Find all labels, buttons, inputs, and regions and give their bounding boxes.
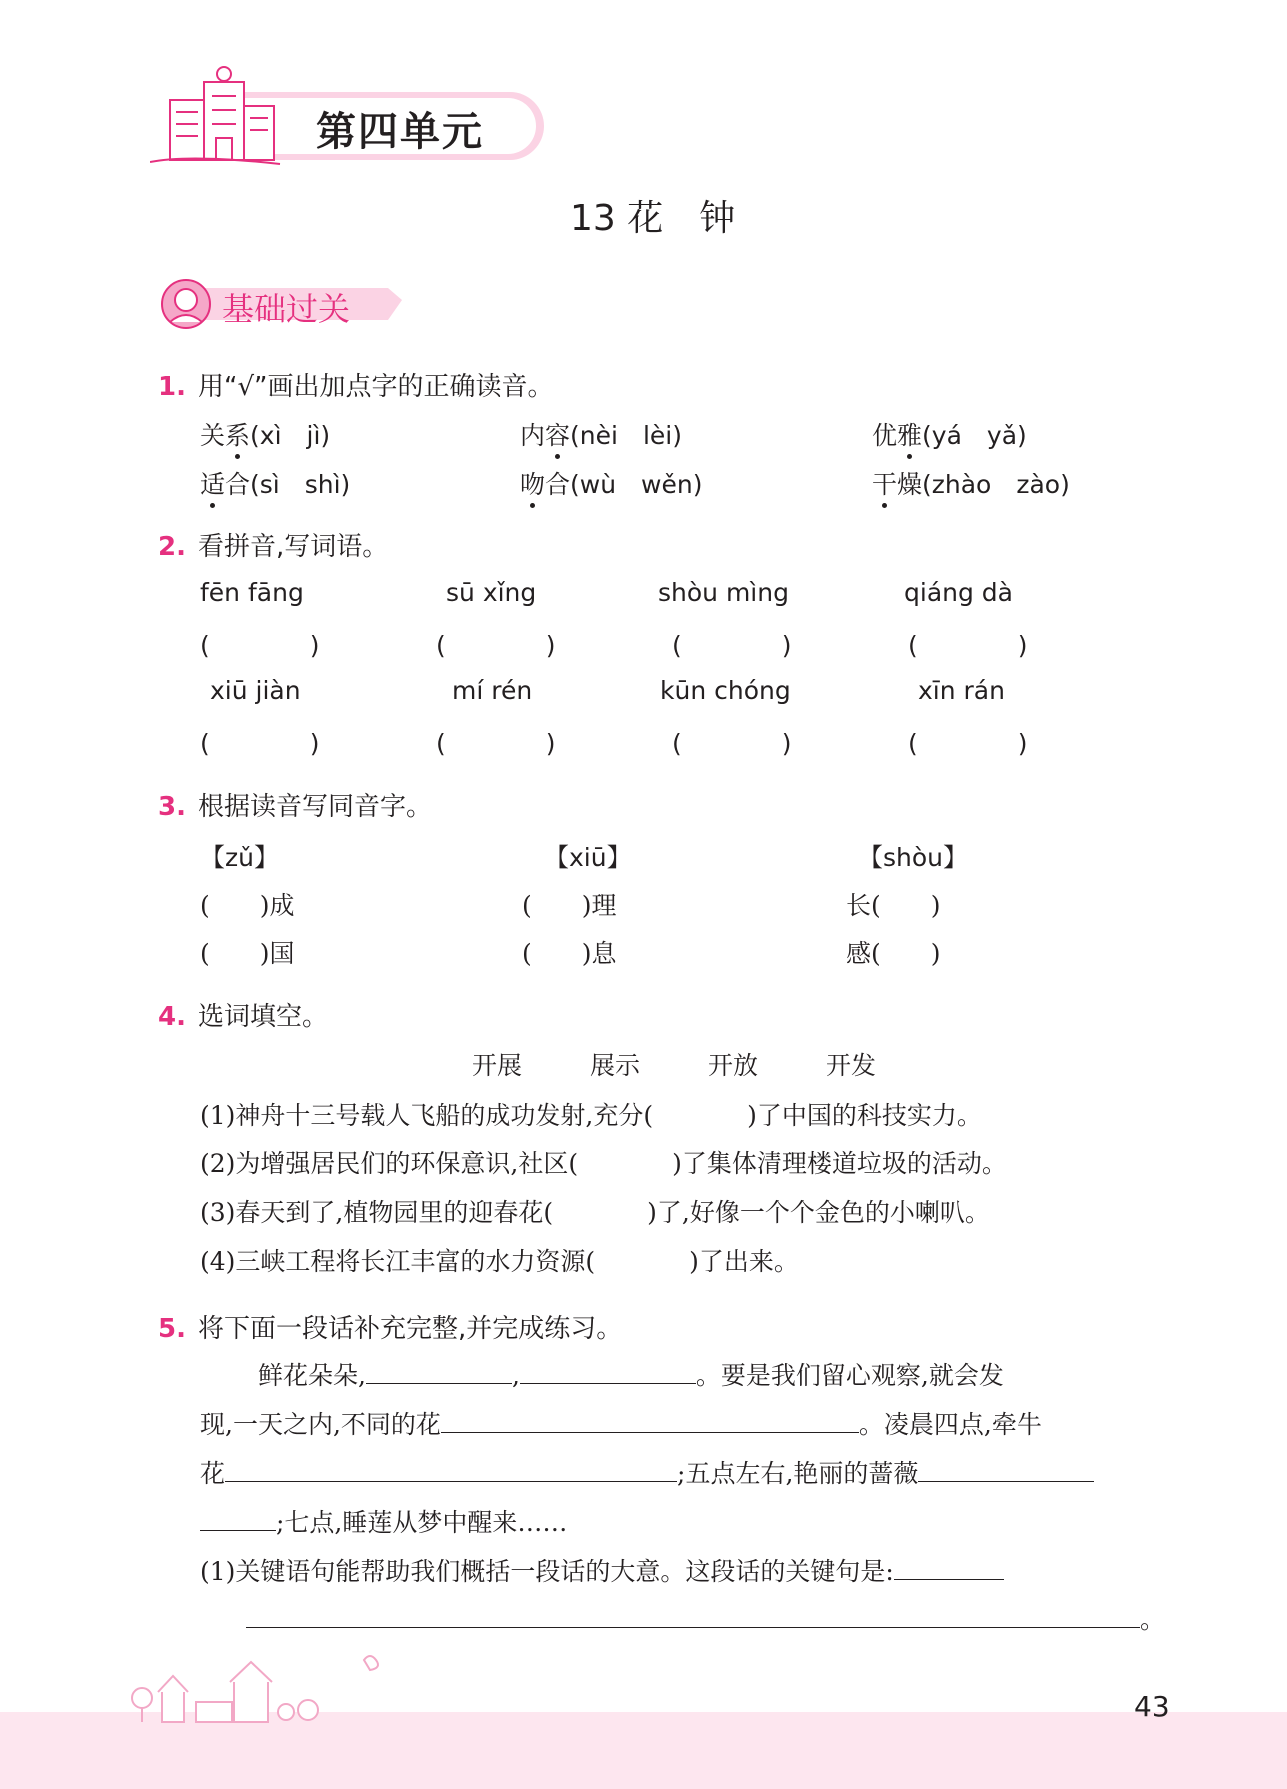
question-3-prompt: [158, 786, 432, 823]
tree-icon: [132, 1688, 152, 1708]
item-text-before: (3)春天到了,植物园里的迎春花(: [200, 1198, 554, 1227]
answer-line[interactable]: [918, 1457, 1094, 1482]
fill-in-item: [200, 1193, 990, 1229]
word-choice: 开展: [472, 1051, 523, 1080]
paragraph-line: [200, 1503, 567, 1539]
answer-blank[interactable]: ( ): [908, 631, 1028, 660]
homophone-blank[interactable]: 长( ): [846, 891, 941, 920]
answer-line[interactable]: [366, 1359, 512, 1384]
question-text: 用“√”画出加点字的正确读音。: [197, 372, 554, 402]
word-text: 内: [520, 421, 546, 450]
q1-item: [520, 465, 703, 501]
pinyin-options: (xì jì): [250, 421, 331, 450]
pinyin-options: 合(wù wěn): [545, 470, 703, 499]
q1-item: [872, 465, 1070, 501]
pinyin-label: mí rén: [452, 676, 533, 705]
question-number: 1.: [158, 372, 186, 402]
question-5-prompt: [158, 1308, 622, 1345]
pinyin-label: kūn chóng: [660, 676, 791, 705]
answer-blank[interactable]: ( ): [436, 729, 556, 758]
answer-blank[interactable]: ( ): [200, 631, 320, 660]
homophone-blank[interactable]: ( )息: [522, 939, 617, 968]
question-number: 2.: [158, 532, 186, 562]
question-text: 看拼音,写词语。: [197, 532, 389, 562]
dotted-char: 干: [872, 470, 898, 499]
dotted-char: 吻: [520, 470, 546, 499]
question-1-prompt: [158, 366, 553, 403]
question-2-prompt: [158, 526, 388, 563]
pinyin-label: xīn rán: [918, 676, 1005, 705]
word-text: 优: [872, 421, 898, 450]
sound-label: 【zǔ】: [200, 843, 279, 872]
homophone-blank[interactable]: ( )成: [200, 891, 295, 920]
item-text-before: (1)神舟十三号载人飞船的成功发射,充分(: [200, 1101, 654, 1130]
word-text: 关: [200, 421, 226, 450]
answer-blank[interactable]: ( ): [672, 729, 792, 758]
answer-blank[interactable]: ( ): [908, 729, 1028, 758]
paragraph-text: 。凌晨四点,牵牛: [858, 1410, 1042, 1439]
unit-title: 第四单元: [316, 109, 484, 155]
homophone-blank[interactable]: ( )国: [200, 939, 295, 968]
pinyin-options: 合(sì shì): [225, 470, 351, 499]
pinyin-label: sū xǐng: [446, 578, 537, 607]
item-text-after: )了集体清理楼道垃圾的活动。: [672, 1149, 1007, 1178]
page-number: 43: [1134, 1690, 1170, 1723]
dotted-char: 雅: [897, 421, 923, 450]
question-number: 4.: [158, 1002, 186, 1032]
student-avatar-icon: [175, 289, 197, 311]
answer-line[interactable]: [520, 1359, 696, 1384]
section-title: 基础过关: [222, 290, 351, 328]
item-text-before: (2)为增强居民们的环保意识,社区(: [200, 1149, 579, 1178]
question-number: 3.: [158, 792, 186, 822]
paragraph-text: ;七点,睡莲从梦中醒来……: [276, 1508, 568, 1537]
fill-in-item: [200, 1096, 982, 1132]
fill-in-item: [200, 1144, 1007, 1180]
house-icon: [162, 1690, 184, 1722]
word-choice: 开放: [708, 1051, 759, 1080]
paragraph-text: ;五点左右,艳丽的蔷薇: [677, 1459, 919, 1488]
sound-label: 【shòu】: [858, 843, 969, 872]
lesson-title: 13 花 钟: [570, 198, 736, 239]
question-text: 根据读音写同音字。: [197, 792, 432, 822]
paragraph-text: 花: [200, 1459, 226, 1488]
word-choice: 开发: [826, 1051, 877, 1080]
question-text: 将下面一段话补充完整,并完成练习。: [197, 1314, 623, 1344]
answer-line[interactable]: [894, 1555, 1004, 1580]
answer-blank[interactable]: ( ): [672, 631, 792, 660]
fill-in-item: [200, 1242, 799, 1278]
pinyin-label: shòu mìng: [658, 578, 789, 607]
answer-line[interactable]: [441, 1408, 859, 1433]
dotted-char: 容: [545, 421, 571, 450]
q1-item: [200, 416, 330, 452]
dotted-char: 系: [225, 421, 251, 450]
paragraph-text: 。要是我们留心观察,就会发: [695, 1361, 1004, 1390]
sound-label: 【xiū】: [544, 843, 632, 872]
pinyin-label: xiū jiàn: [210, 676, 301, 705]
answer-blank[interactable]: ( ): [436, 631, 556, 660]
paragraph-text: 。: [1140, 1605, 1166, 1634]
sub-question: [200, 1552, 1004, 1588]
item-text-after: )了出来。: [689, 1247, 799, 1276]
homophone-blank[interactable]: 感( ): [846, 939, 941, 968]
word-choice: 展示: [590, 1051, 641, 1080]
q1-item: [872, 416, 1027, 452]
paragraph-line: [200, 1405, 1042, 1441]
question-number: 5.: [158, 1314, 186, 1344]
pinyin-label: qiáng dà: [904, 578, 1013, 607]
pinyin-label: fēn fāng: [200, 578, 304, 607]
homophone-blank[interactable]: ( )理: [522, 891, 617, 920]
building-icon: [170, 67, 274, 160]
pinyin-options: (yá yǎ): [922, 421, 1027, 450]
answer-blank[interactable]: ( ): [200, 729, 320, 758]
item-text-after: )了中国的科技实力。: [747, 1101, 982, 1130]
paragraph-line: [258, 1356, 1004, 1392]
q1-item: [200, 465, 350, 501]
paragraph-text: ,: [511, 1361, 520, 1390]
answer-line-row: [246, 1600, 1165, 1636]
footer-town-decoration: [124, 1650, 414, 1724]
paragraph-text: 鲜花朵朵,: [258, 1361, 366, 1390]
answer-line[interactable]: [200, 1506, 276, 1531]
pinyin-options: (nèi lèi): [570, 421, 682, 450]
answer-line[interactable]: [225, 1457, 677, 1482]
question-text: 选词填空。: [197, 1002, 328, 1032]
question-4-prompt: [158, 996, 328, 1033]
item-text-after: )了,好像一个个金色的小喇叭。: [647, 1198, 990, 1227]
sub-question-text: (1)关键语句能帮助我们概括一段话的大意。这段话的关键句是:: [200, 1557, 894, 1586]
paragraph-line: [200, 1454, 1094, 1490]
pinyin-options: 燥(zhào zào): [897, 470, 1070, 499]
paragraph-text: 现,一天之内,不同的花: [200, 1410, 441, 1439]
dotted-char: 适: [200, 470, 226, 499]
item-text-before: (4)三峡工程将长江丰富的水力资源(: [200, 1247, 596, 1276]
q1-item: [520, 416, 682, 452]
answer-line[interactable]: [246, 1603, 1140, 1628]
